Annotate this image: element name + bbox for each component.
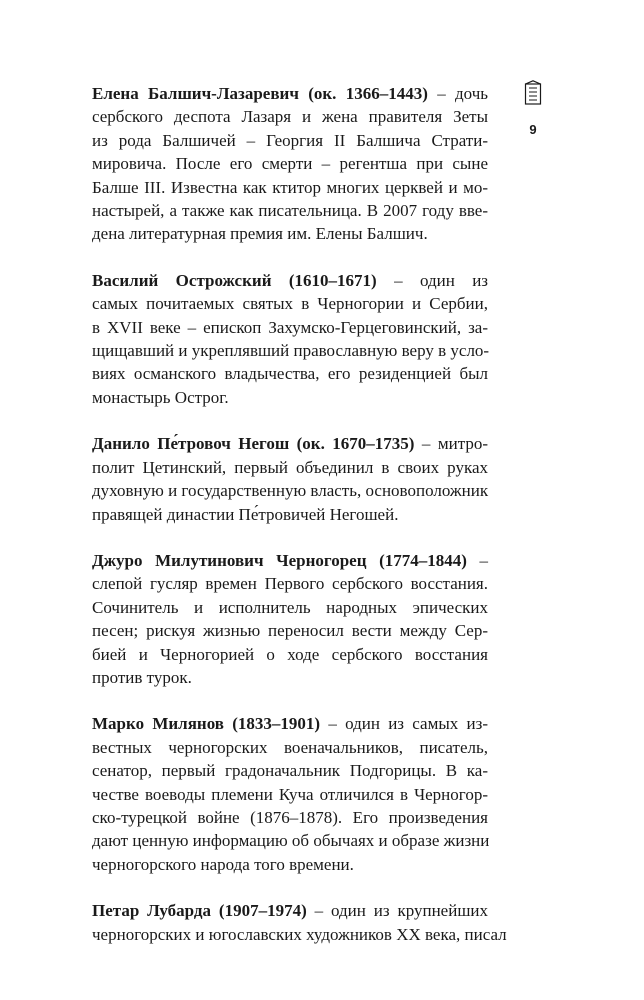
entry-elena-balshich xyxy=(92,82,488,246)
entry-line: дена литературная премия им. Елены Балшич. xyxy=(92,224,428,244)
entry-text: – дочь xyxy=(427,84,489,103)
entry-line: ско-турецкой войне (1876–1878). Его произведения xyxy=(92,807,488,827)
entry-line: мировича. После его смерти – регентша при сыне xyxy=(92,154,488,174)
page-number: 9 xyxy=(529,122,537,137)
entry-marko-milyanov xyxy=(92,712,488,876)
margin-column xyxy=(521,80,545,137)
entry-line: честве воеводы племени Куча отличился в Черногор- xyxy=(92,784,488,804)
entry-line: против турок. xyxy=(92,667,192,687)
entry-line: самых почитаемых святых в Черногории и Сербии, xyxy=(92,294,488,314)
entry-text: – xyxy=(466,550,488,570)
entry-petar-lubarda xyxy=(92,899,507,946)
entry-line: полит Цетинский, первый объединил в своих руках xyxy=(92,457,488,477)
entry-line: черногорского народа того времени. xyxy=(92,854,354,874)
entry-line: правящей династии Пе́тровичей Негошей. xyxy=(92,504,399,524)
entry-line: в XVII веке – епископ Захумско-Герцеговинский, за- xyxy=(92,317,488,337)
entry-line: сенатор, первый градоначальник Подгорицы. В ка- xyxy=(92,761,488,781)
entry-line: настырей, а также как писательница. В 2007 году вве- xyxy=(92,201,488,221)
entry-text: – один из крупнейших xyxy=(306,901,489,921)
entry-djuro-milutinovich xyxy=(92,549,488,689)
entry-heading: Петар Лубарда (1907–1974) xyxy=(92,901,307,921)
entry-line: слепой гусляр времен Первого сербского восстания. xyxy=(92,574,488,594)
entry-line: вестных черногорских военачальников, писатель, xyxy=(92,737,488,757)
entry-heading: Марко Милянов (1833–1901) xyxy=(92,714,321,734)
entry-line xyxy=(92,82,488,105)
entry-line: бией и Черногорией о ходе сербского восстания xyxy=(92,644,488,664)
entry-line: щищавший и укреплявший православную веру в усло- xyxy=(92,341,490,361)
entry-text: – один из xyxy=(376,270,489,290)
entry-line xyxy=(92,712,488,735)
entry-heading: Джуро Милутинович Черногорец (1774–1844) xyxy=(92,550,467,570)
entry-heading: Данило Пе́тровоч Негош (ок. 1670–1735) xyxy=(92,434,415,454)
entry-heading: Елена Балшич-Лазаревич (ок. 1366–1443) xyxy=(92,84,428,103)
entry-text: – один из самых из- xyxy=(320,714,488,734)
entry-line: Сочинитель и исполнитель народных эпических xyxy=(92,597,488,617)
ornament-icon xyxy=(524,80,542,106)
entry-line: виях османского владычества, его резиденцией был xyxy=(92,364,488,384)
entry-danilo-negosh xyxy=(92,432,488,526)
entry-line: песен; рискуя жизнью переносил вести между Сер- xyxy=(92,621,488,641)
entry-line: из рода Балшичей – Георгия II Балшича Страти- xyxy=(92,130,488,150)
entry-line: сербского деспота Лазаря и жена правителя Зеты xyxy=(92,107,488,127)
entry-heading: Василий Острожский (1610–1671) xyxy=(92,270,377,290)
entry-line: Балше III. Известна как ктитор многих церквей и мо- xyxy=(92,177,488,197)
entry-vasily-ostrozhsky xyxy=(92,269,488,409)
entry-line: монастырь Острог. xyxy=(92,387,229,407)
entry-line: дают ценную информацию об обычаях и образе жизни xyxy=(92,831,490,851)
entry-line xyxy=(92,269,488,292)
entry-line xyxy=(92,899,488,922)
entry-line xyxy=(92,432,488,455)
page-content xyxy=(92,82,507,969)
entry-line xyxy=(92,549,488,572)
entry-line: черногорских и югославских художников XX века, писал xyxy=(92,924,507,944)
entry-line: духовную и государственную власть, основоположник xyxy=(92,481,489,501)
entry-text: – митро- xyxy=(414,434,488,454)
